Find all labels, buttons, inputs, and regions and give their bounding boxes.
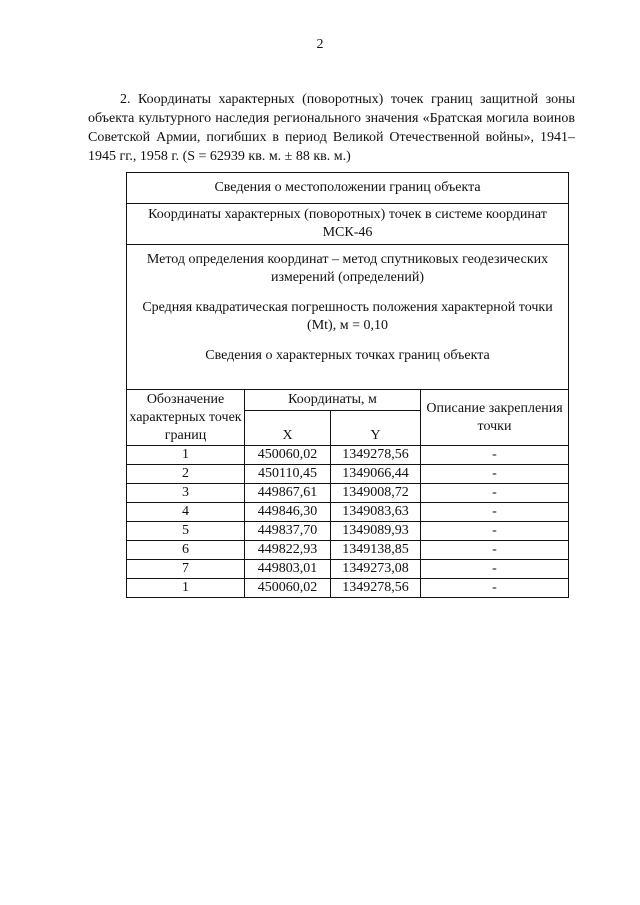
point-column-header: Обозначение характерных точек границ	[127, 390, 245, 446]
y-cell: 1349066,44	[331, 465, 421, 484]
y-cell: 1349089,93	[331, 522, 421, 541]
coordinates-column-header: Координаты, м	[245, 390, 421, 411]
table-title-cell: Сведения о местоположении границ объекта	[127, 173, 569, 204]
point-cell: 7	[127, 560, 245, 579]
table-row	[127, 541, 569, 560]
description-cell: -	[421, 503, 569, 522]
x-cell: 450110,45	[245, 465, 331, 484]
point-cell: 1	[127, 446, 245, 465]
method-text: Метод определения координат – метод спутниковых геодезических измерений (определений)	[146, 252, 549, 285]
table-row	[127, 522, 569, 541]
method-info-cell	[127, 245, 569, 390]
description-cell: -	[421, 579, 569, 598]
point-cell: 6	[127, 541, 245, 560]
y-cell: 1349083,63	[331, 503, 421, 522]
y-cell: 1349008,72	[331, 484, 421, 503]
x-cell: 450060,02	[245, 579, 331, 598]
table-row	[127, 503, 569, 522]
y-column-header: Y	[331, 411, 421, 446]
x-cell: 449822,93	[245, 541, 331, 560]
y-cell: 1349273,08	[331, 560, 421, 579]
description-cell: -	[421, 560, 569, 579]
description-cell: -	[421, 484, 569, 503]
y-cell: 1349278,56	[331, 446, 421, 465]
point-cell: 3	[127, 484, 245, 503]
point-cell: 2	[127, 465, 245, 484]
coordinates-table	[126, 172, 569, 598]
x-cell: 450060,02	[245, 446, 331, 465]
page-number: 2	[316, 37, 324, 52]
point-cell: 4	[127, 503, 245, 522]
description-cell: -	[421, 522, 569, 541]
table-row	[127, 484, 569, 503]
coordinate-system-cell: Координаты характерных (поворотных) точек в системе координат МСК-46	[127, 204, 569, 245]
table-row	[127, 560, 569, 579]
table-row	[127, 446, 569, 465]
table-row	[127, 465, 569, 484]
table-row	[127, 579, 569, 598]
x-cell: 449867,61	[245, 484, 331, 503]
description-column-header: Описание закрепления точки	[421, 390, 569, 446]
x-column-header: X	[245, 411, 331, 446]
points-info-text: Сведения о характерных точках границ объекта	[205, 348, 490, 363]
y-cell: 1349138,85	[331, 541, 421, 560]
description-cell: -	[421, 465, 569, 484]
point-cell: 1	[127, 579, 245, 598]
y-cell: 1349278,56	[331, 579, 421, 598]
description-cell: -	[421, 446, 569, 465]
x-cell: 449803,01	[245, 560, 331, 579]
x-cell: 449846,30	[245, 503, 331, 522]
point-cell: 5	[127, 522, 245, 541]
error-text: Средняя квадратическая погрешность положения характерной точки (Mt), м = 0,10	[142, 300, 553, 333]
description-cell: -	[421, 541, 569, 560]
x-cell: 449837,70	[245, 522, 331, 541]
section-heading: 2. Координаты характерных (поворотных) точек границ защитной зоны объекта культурного наследия регионального значения «Братская могила воинов Советской Армии, погибших в период Великой Отечественной войны», 1941–1945 гг., 1958 г. (S = 62939 кв. м. ± 88 кв. м.)	[88, 92, 575, 164]
